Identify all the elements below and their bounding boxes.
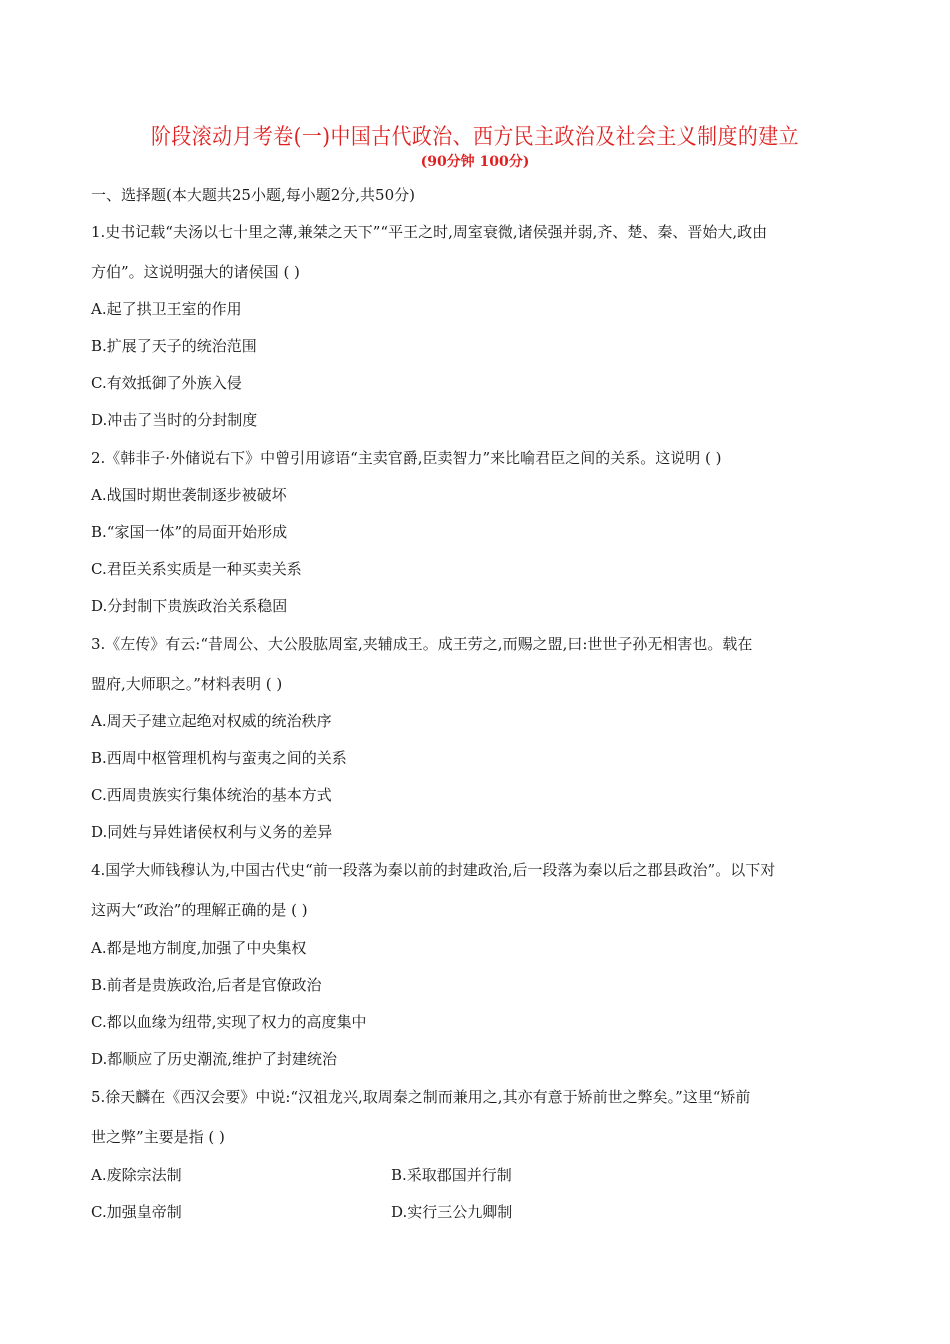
question-2-option-d: D.分封制下贵族政治关系稳固 [91,597,288,615]
question-1-option-d: D.冲击了当时的分封制度 [91,411,258,429]
question-2-stem-line1: 2.《韩非子·外储说右下》中曾引用谚语“主卖官爵,臣卖智力”来比喻君臣之间的关系。这说明 ( ) [91,449,722,467]
question-3-option-b: B.西周中枢管理机构与蛮夷之间的关系 [91,749,347,767]
question-4-option-b: B.前者是贵族政治,后者是官僚政治 [91,976,322,994]
question-1-option-c: C.有效抵御了外族入侵 [91,374,242,392]
exam-title: 阶段滚动月考卷(一)中国古代政治、西方民主政治及社会主义制度的建立 [151,125,799,150]
question-4-option-d: D.都顺应了历史潮流,维护了封建统治 [91,1050,338,1068]
exam-duration-score: (90分钟 100分) [420,154,530,170]
question-3-option-d: D.同姓与异姓诸侯权利与义务的差异 [91,823,333,841]
question-5-option-d: D.实行三公九卿制 [391,1203,513,1221]
question-2-option-c: C.君臣关系实质是一种买卖关系 [91,560,302,578]
question-3-option-c: C.西周贵族实行集体统治的基本方式 [91,786,332,804]
question-4-stem-line2: 这两大“政治”的理解正确的是 ( ) [91,901,308,919]
question-1-stem-line2: 方伯”。这说明强大的诸侯国 ( ) [91,263,300,281]
question-5-option-b: B.采取郡国并行制 [391,1166,512,1184]
question-5-stem-line1: 5.徐天麟在《西汉会要》中说:“汉祖龙兴,取周秦之制而兼用之,其亦有意于矫前世之弊矣。”这里“矫前 [91,1088,751,1106]
question-4-option-c: C.都以血缘为纽带,实现了权力的高度集中 [91,1013,367,1031]
question-3-option-a: A.周天子建立起绝对权威的统治秩序 [91,712,332,730]
question-1-option-a: A.起了拱卫王室的作用 [91,300,242,318]
question-2-option-a: A.战国时期世袭制逐步被破坏 [91,486,287,504]
question-5-option-c: C.加强皇帝制 [91,1203,182,1221]
question-4-option-a: A.都是地方制度,加强了中央集权 [91,939,307,957]
question-4-stem-line1: 4.国学大师钱穆认为,中国古代史“前一段落为秦以前的封建政治,后一段落为秦以后之郡县政治”。以下对 [91,861,776,879]
question-3-stem-line2: 盟府,大师职之。”材料表明 ( ) [91,675,283,693]
question-2-option-b: B.“家国一体”的局面开始形成 [91,523,288,541]
section-heading: 一、选择题(本大题共25小题,每小题2分,共50分) [91,186,415,204]
question-5-stem-line2: 世之弊”主要是指 ( ) [91,1128,225,1146]
question-1-stem-line1: 1.史书记载“夫汤以七十里之薄,兼桀之天下”“平王之时,周室衰微,诸侯强并弱,齐、楚、秦、晋始大,政由 [91,223,768,241]
question-1-option-b: B.扩展了天子的统治范围 [91,337,257,355]
question-3-stem-line1: 3.《左传》有云:“昔周公、大公股肱周室,夹辅成王。成王劳之,而赐之盟,曰:世世子孙无相害也。载在 [91,635,753,653]
question-5-option-a: A.废除宗法制 [91,1166,182,1184]
